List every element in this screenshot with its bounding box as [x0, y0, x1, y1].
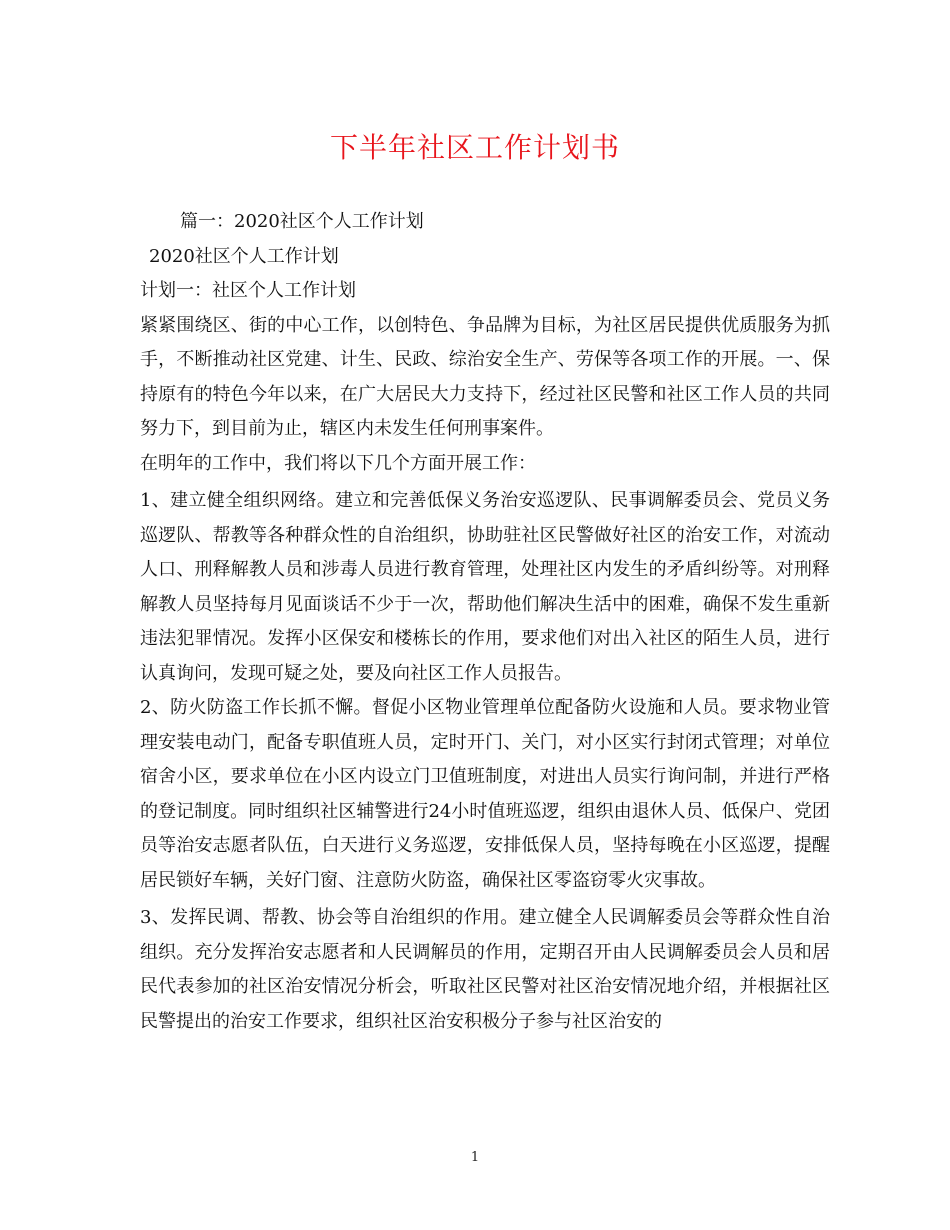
document-title: 下半年社区工作计划书 [329, 131, 620, 164]
paragraph-intro: 紧紧围绕区、街的中心工作，以创特色、争品牌为目标，为社区居民提供优质服务为抓手，不断推动社区党建、计生、民政、综治安全生产、劳保等各项工作的开展。一、保持原有的特色今年以来，在广大居民大力支持下，经过社区民警和社区工作人员的共同努力下，到目前为止，辖区内未发生任何刑事案件。 [140, 314, 830, 439]
page-number: 1 [470, 1150, 480, 1165]
paragraph-item-3: 3、发挥民调、帮教、协会等自治组织的作用。建立健全人民调解委员会等群众性自治组织。充分发挥治安志愿者和人民调解员的作用，定期召开由人民调解委员会人员和居民代表参加的社区治安情况分析会，听取社区民警对社区治安情况地介绍，并根据社区民警提出的治安工作要求，组织社区治安积极分子参与社区治安的 [140, 907, 830, 1032]
plan-heading: 计划一：社区个人工作计划 [140, 280, 356, 301]
subheading: 2020社区个人工作计划 [149, 245, 339, 267]
section-heading: 篇一：2020社区个人工作计划 [180, 211, 424, 232]
document-body [140, 205, 830, 1039]
paragraph-lead: 在明年的工作中，我们将以下几个方面开展工作： [140, 452, 536, 474]
paragraph-item-2: 2、防火防盗工作长抓不懈。督促小区物业管理单位配备防火设施和人员。要求物业管理安装电动门，配备专职值班人员，定时开门、关门，对小区实行封闭式管理；对单位宿舍小区，要求单位在小区内设立门卫值班制度，对进出人员实行询问制，并进行严格的登记制度。同时组织社区辅警进行24小时值班巡逻，组织由退休人员、低保户、党团员等治安志愿者队伍，白天进行义务巡逻，安排低保人员，坚持每晚在小区巡逻，提醒居民锁好车辆，关好门窗、注意防火防盗，确保社区零盗窃零火灾事故。 [140, 697, 830, 891]
paragraph-item-1: 1、建立健全组织网络。建立和完善低保义务治安巡逻队、民事调解委员会、党员义务巡逻队、帮教等各种群众性的自治组织，协助驻社区民警做好社区的治安工作，对流动人口、刑释解教人员和涉毒人员进行教育管理，处理社区内发生的矛盾纠纷等。对刑释解教人员坚持每月见面谈话不少于一次，帮助他们解决生活中的困难，确保不发生重新违法犯罪情况。发挥小区保安和楼栋长的作用，要求他们对出入社区的陌生人员，进行认真询问，发现可疑之处，要及向社区工作人员报告。 [140, 490, 830, 684]
